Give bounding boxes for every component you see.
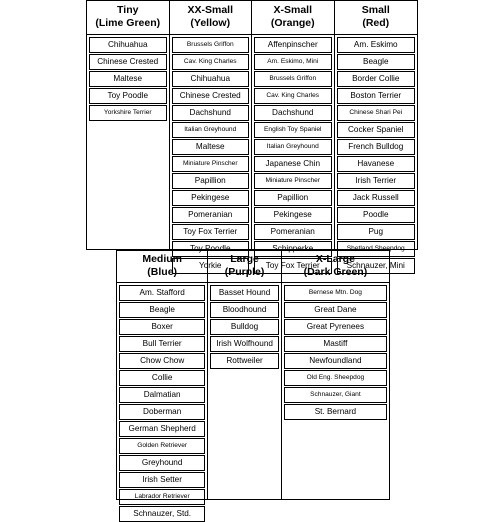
breed-cell: Am. Eskimo bbox=[337, 37, 416, 53]
column-header bbox=[117, 251, 207, 283]
breed-cell: Doberman bbox=[119, 404, 205, 420]
breed-cell: Mastiff bbox=[284, 336, 387, 352]
breed-cell: Brussels Griffon bbox=[172, 37, 250, 53]
breed-cell: Greyhound bbox=[119, 455, 205, 471]
breed-list bbox=[208, 283, 280, 369]
column-subtitle: (Dark Green) bbox=[303, 266, 368, 278]
breed-cell: Irish Setter bbox=[119, 472, 205, 488]
column-subtitle: (Yellow) bbox=[190, 17, 231, 29]
size-table-bottom bbox=[116, 250, 390, 518]
breed-cell: Border Collie bbox=[337, 71, 416, 87]
column-subtitle: (Blue) bbox=[147, 266, 178, 278]
column-header bbox=[170, 1, 252, 35]
breed-cell: Boxer bbox=[119, 319, 205, 335]
breed-cell: Brussels Griffon bbox=[254, 71, 332, 87]
breed-cell: Collie bbox=[119, 370, 205, 386]
column-x-large bbox=[282, 251, 389, 499]
breed-cell: German Shepherd bbox=[119, 421, 205, 437]
breed-list bbox=[117, 283, 207, 522]
breed-cell: Cocker Spaniel bbox=[337, 122, 416, 138]
breed-list bbox=[87, 35, 169, 121]
column-subtitle: (Orange) bbox=[270, 17, 315, 29]
breed-cell: Japanese Chin bbox=[254, 156, 332, 172]
breed-cell: Chihuahua bbox=[172, 71, 250, 87]
breed-cell: Affenpinscher bbox=[254, 37, 332, 53]
breed-cell: Am. Eskimo, Mini bbox=[254, 54, 332, 70]
breed-cell: Rottweiler bbox=[210, 353, 278, 369]
column-title: Small bbox=[361, 4, 390, 16]
breed-cell: Yorkie bbox=[172, 258, 250, 274]
breed-cell: Chinese Crested bbox=[89, 54, 167, 70]
breed-cell: Bloodhound bbox=[210, 302, 278, 318]
breed-cell: Labrador Retriever bbox=[119, 489, 205, 505]
breed-cell: Toy Fox Terrier bbox=[172, 224, 250, 240]
column-title: Medium bbox=[142, 253, 182, 265]
breed-cell: Bull Terrier bbox=[119, 336, 205, 352]
breed-cell: Great Dane bbox=[284, 302, 387, 318]
column-subtitle: (Red) bbox=[362, 17, 390, 29]
breed-cell: Poodle bbox=[337, 207, 416, 223]
breed-cell: Chihuahua bbox=[89, 37, 167, 53]
breed-list bbox=[252, 35, 334, 274]
breed-cell: Pug bbox=[337, 224, 416, 240]
breed-cell: Boston Terrier bbox=[337, 88, 416, 104]
breed-cell: Am. Stafford bbox=[119, 285, 205, 301]
breed-cell: Toy Poodle bbox=[172, 241, 250, 257]
breed-cell: Italian Greyhound bbox=[172, 122, 250, 138]
breed-cell: Pekingese bbox=[172, 190, 250, 206]
breed-cell: Bernese Mtn. Dog bbox=[284, 285, 387, 301]
breed-cell: English Toy Spaniel bbox=[254, 122, 332, 138]
column-header bbox=[252, 1, 334, 35]
breed-cell: Great Pyrenees bbox=[284, 319, 387, 335]
breed-cell: Miniature Pinscher bbox=[172, 156, 250, 172]
breed-cell: Toy Poodle bbox=[89, 88, 167, 104]
breed-cell: Maltese bbox=[172, 139, 250, 155]
column-tiny bbox=[87, 1, 170, 249]
column-header bbox=[335, 1, 418, 35]
column-large bbox=[208, 251, 281, 499]
column-title: X-Large bbox=[315, 253, 355, 265]
breed-cell: Newfoundland bbox=[284, 353, 387, 369]
column-title: XX-Small bbox=[187, 4, 234, 16]
breed-cell: Papillion bbox=[254, 190, 332, 206]
column-header bbox=[208, 251, 280, 283]
breed-cell: Miniature Pinscher bbox=[254, 173, 332, 189]
breed-cell: Chinese Shari Pei bbox=[337, 105, 416, 121]
column-medium bbox=[117, 251, 208, 518]
breed-cell: Dachshund bbox=[172, 105, 250, 121]
breed-cell: Irish Terrier bbox=[337, 173, 416, 189]
breed-cell: Maltese bbox=[89, 71, 167, 87]
breed-cell: Cav. King Charles bbox=[172, 54, 250, 70]
breed-cell: Dachshund bbox=[254, 105, 332, 121]
column-subtitle: (Purple) bbox=[224, 266, 265, 278]
breed-list bbox=[170, 35, 252, 274]
breed-cell: Irish Wolfhound bbox=[210, 336, 278, 352]
column-title: Large bbox=[230, 253, 259, 265]
breed-cell: Papillion bbox=[172, 173, 250, 189]
breed-cell: Pomeranian bbox=[254, 224, 332, 240]
column-title: Tiny bbox=[117, 4, 139, 16]
breed-cell: Schnauzer, Mini bbox=[337, 258, 416, 274]
column-header bbox=[282, 251, 389, 283]
breed-cell: Beagle bbox=[119, 302, 205, 318]
breed-cell: Chinese Crested bbox=[172, 88, 250, 104]
breed-cell: Jack Russell bbox=[337, 190, 416, 206]
breed-cell: Beagle bbox=[337, 54, 416, 70]
breed-cell: Basset Hound bbox=[210, 285, 278, 301]
breed-cell: Dalmatian bbox=[119, 387, 205, 403]
breed-cell: Schnauzer, Std. bbox=[119, 506, 205, 522]
breed-cell: Toy Fox Terrier bbox=[254, 258, 332, 274]
breed-cell: French Bulldog bbox=[337, 139, 416, 155]
breed-cell: Golden Retriever bbox=[119, 438, 205, 454]
breed-cell: Pekingese bbox=[254, 207, 332, 223]
column-title: X-Small bbox=[273, 4, 312, 16]
breed-cell: Bulldog bbox=[210, 319, 278, 335]
breed-cell: Havanese bbox=[337, 156, 416, 172]
breed-list bbox=[282, 283, 389, 420]
column-header bbox=[87, 1, 169, 35]
breed-cell: Italian Greyhound bbox=[254, 139, 332, 155]
breed-cell: Pomeranian bbox=[172, 207, 250, 223]
breed-cell: St. Bernard bbox=[284, 404, 387, 420]
breed-cell: Chow Chow bbox=[119, 353, 205, 369]
breed-cell: Cav. King Charles bbox=[254, 88, 332, 104]
breed-cell: Yorkshire Terrier bbox=[89, 105, 167, 121]
breed-list bbox=[335, 35, 418, 274]
breed-cell: Old Eng. Sheepdog bbox=[284, 370, 387, 386]
column-subtitle: (Lime Green) bbox=[95, 17, 161, 29]
breed-cell: Schipperke bbox=[254, 241, 332, 257]
breed-cell: Schnauzer, Giant bbox=[284, 387, 387, 403]
breed-cell: Shetland Sheepdog bbox=[337, 241, 416, 257]
